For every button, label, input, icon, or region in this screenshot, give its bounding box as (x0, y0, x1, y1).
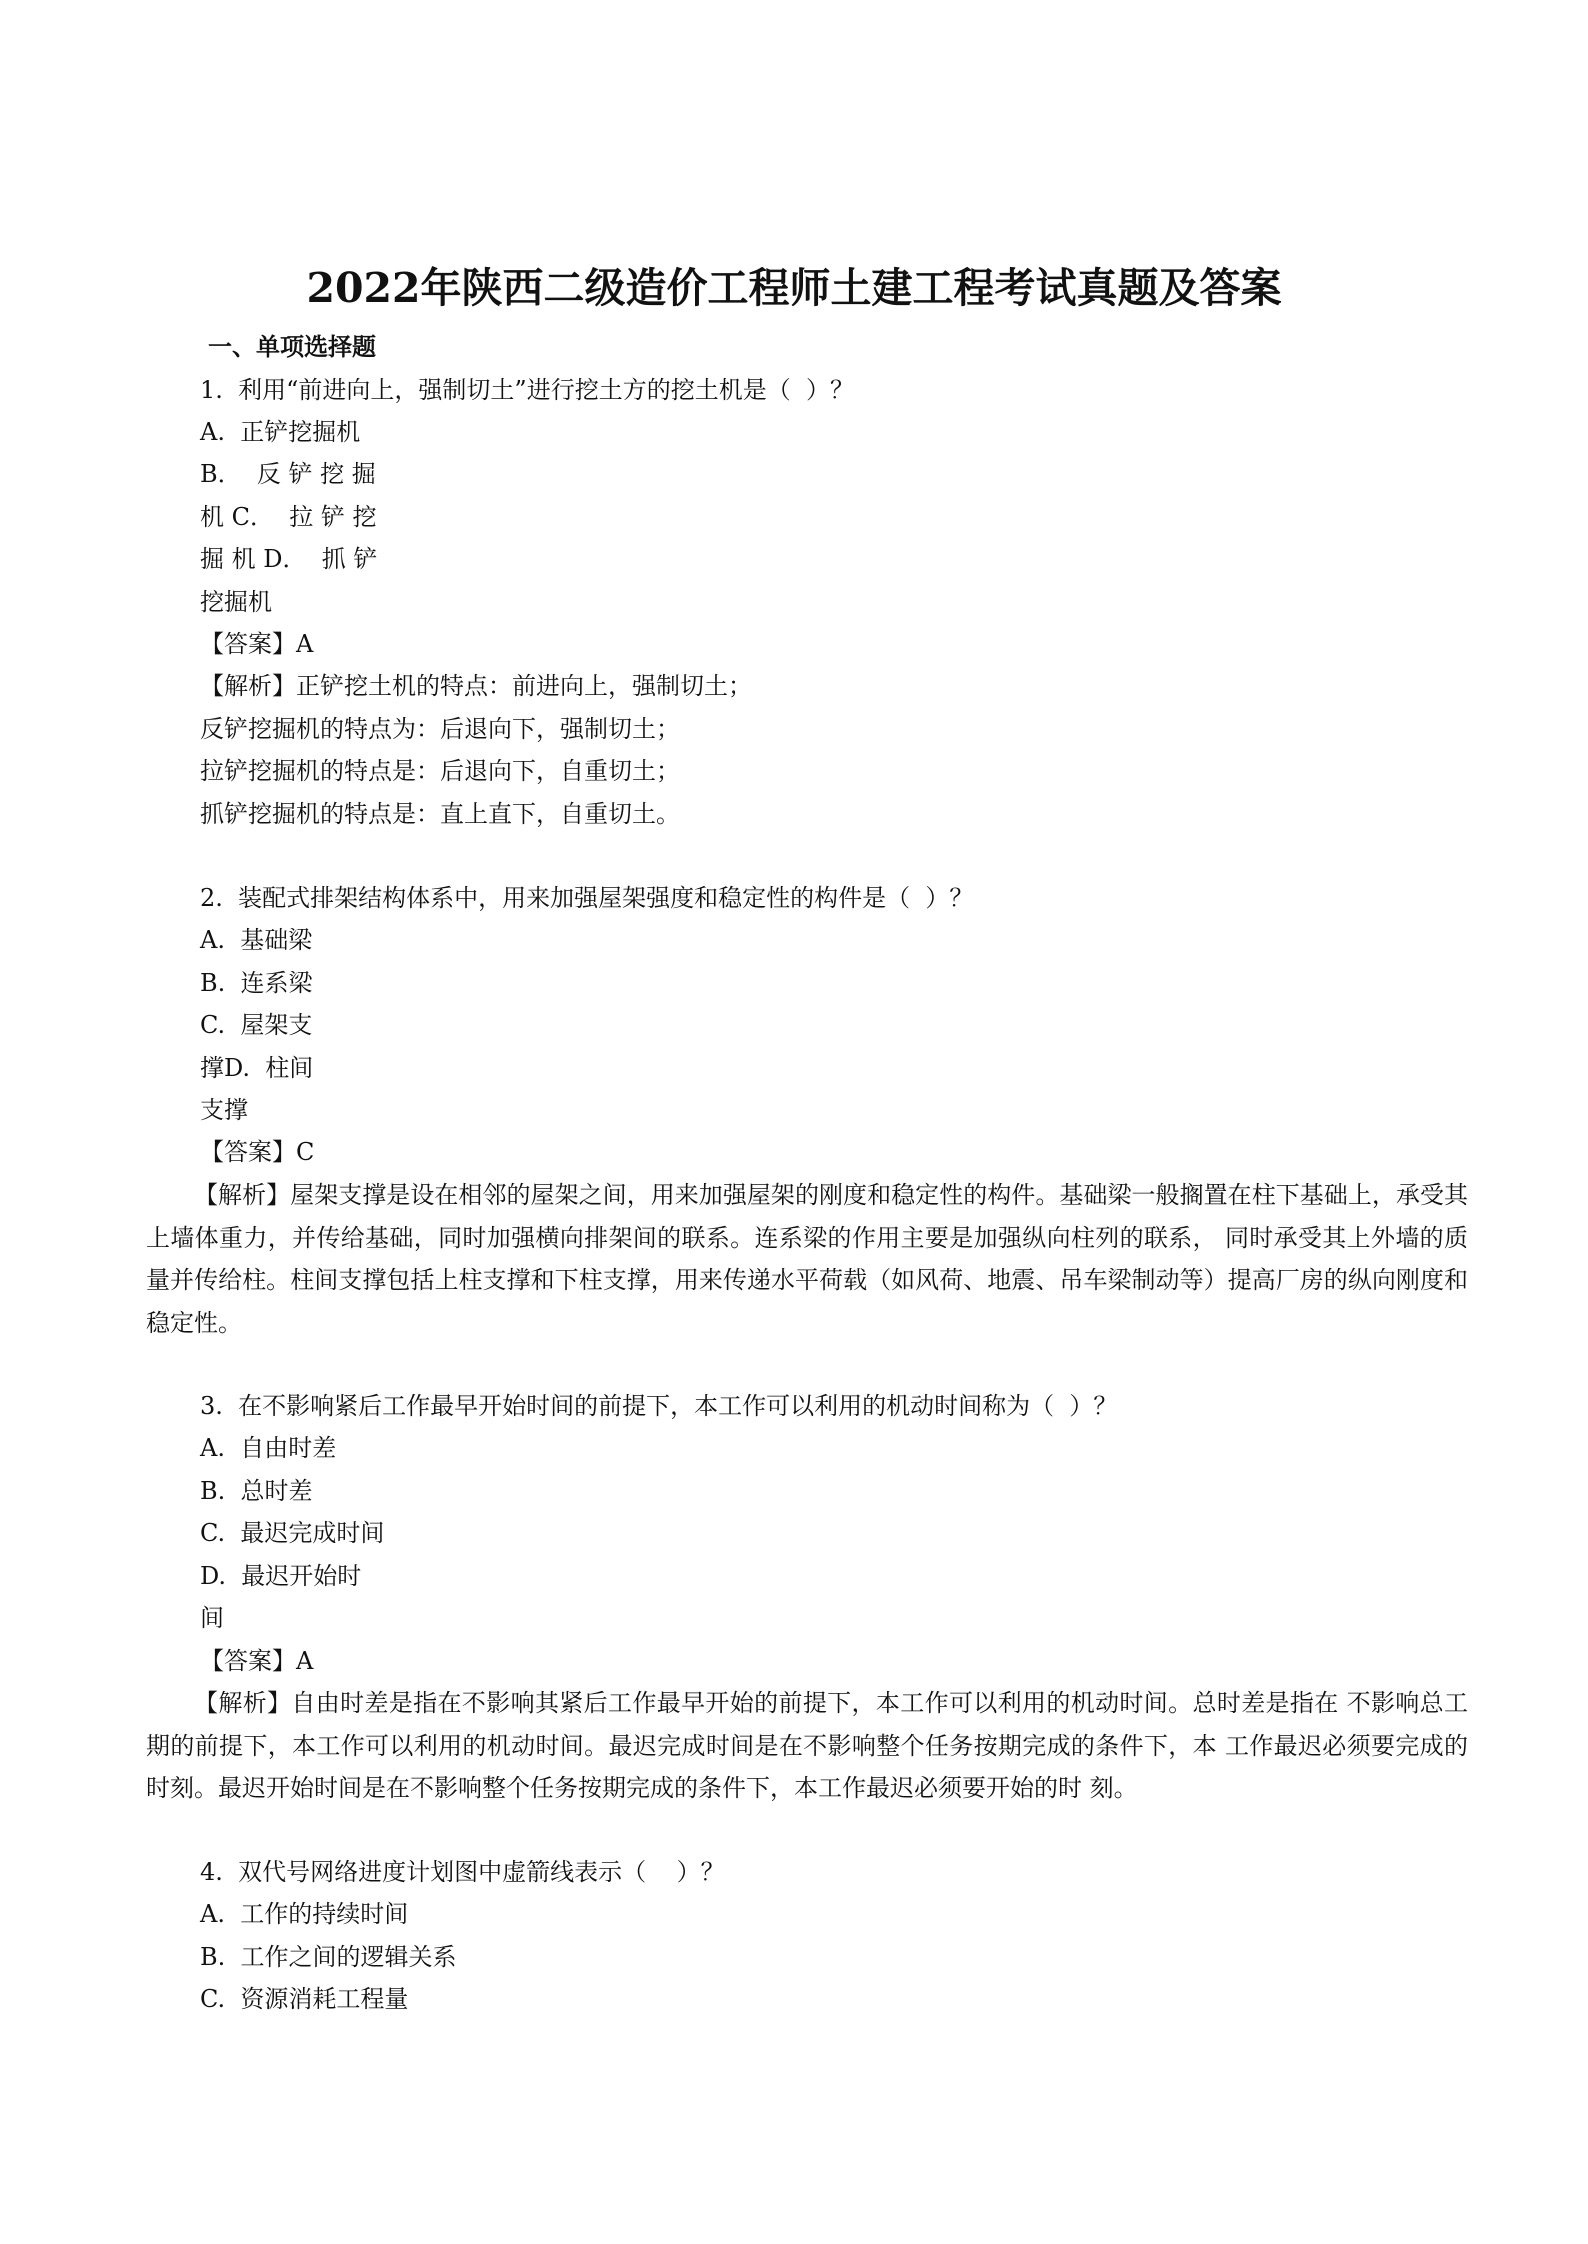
q4-option-b: B. 工作之间的逻辑关系 (200, 1943, 457, 1971)
q1-option-d: 掘 机 D． 抓 铲 (200, 545, 378, 573)
q1-analysis-line2: 反铲挖掘机的特点为：后退向下，强制切土； (200, 715, 680, 743)
q2-analysis: 【解析】屋架支撑是设在相邻的屋架之间，用来加强屋架的刚度和稳定性的构件。基础梁一般搁置在柱下基础上，承受其上墙体重力，并传给基础，同时加强横向排架间的联系。连系梁的作用主要是加强纵向柱列的联系， 同时承受其上外墙的质量并传给柱。柱间支撑包括上柱支撑和下柱支撑，用来传递水平荷载（如风荷、地震、吊车梁制动等）提高厂房的纵向刚度和稳定性。 (146, 1181, 1468, 1337)
q3-option-b: B. 总时差 (200, 1477, 313, 1505)
q2-option-c: C. 屋架支 (200, 1011, 313, 1039)
page-title: 2022年陕西二级造价工程师土建工程考试真题及答案 (306, 264, 1282, 312)
q1-answer: 【答案】A (200, 630, 314, 658)
q3-option-d-cont: 间 (200, 1604, 224, 1632)
q3-stem: 3. 在不影响紧后工作最早开始时间的前提下，本工作可以利用的机动时间称为（ ）？ (200, 1392, 1118, 1420)
q3-option-d: D. 最迟开始时 (200, 1562, 362, 1590)
q4-option-c: C. 资源消耗工程量 (200, 1985, 409, 2013)
q2-stem: 2. 装配式排架结构体系中，用来加强屋架强度和稳定性的构件是（ ）？ (200, 884, 974, 912)
q2-answer: 【答案】C (200, 1138, 315, 1166)
q3-option-c: C. 最迟完成时间 (200, 1519, 385, 1547)
q3-answer: 【答案】A (200, 1647, 314, 1675)
q1-option-c: 机 C． 拉 铲 挖 (200, 503, 377, 531)
q4-stem: 4. 双代号网络进度计划图中虚箭线表示（ ）？ (200, 1858, 725, 1886)
q2-option-d-cont: 支撑 (200, 1096, 248, 1124)
q1-analysis-line1: 【解析】正铲挖土机的特点：前进向上，强制切土； (200, 672, 752, 700)
q1-option-b: B． 反 铲 挖 掘 (200, 460, 376, 488)
q1-option-d-cont: 挖掘机 (200, 588, 272, 616)
q2-option-d: 撑D. 柱间 (200, 1054, 314, 1082)
section-heading: 一、单项选择题 (208, 332, 376, 361)
q1-analysis-line4: 抓铲挖掘机的特点是：直上直下，自重切土。 (200, 800, 680, 828)
q1-analysis-line3: 拉铲挖掘机的特点是：后退向下，自重切土； (200, 757, 680, 785)
q1-option-a: A. 正铲挖掘机 (200, 418, 361, 446)
q2-option-a: A. 基础梁 (200, 926, 313, 954)
q2-option-b: B. 连系梁 (200, 969, 313, 997)
q3-option-a: A. 自由时差 (200, 1434, 337, 1462)
q3-analysis: 【解析】自由时差是指在不影响其紧后工作最早开始的前提下，本工作可以利用的机动时间。总时差是指在 不影响总工期的前提下，本工作可以利用的机动时间。最迟完成时间是在不影响整个任务按期完成的条件下，本 工作最迟必须要完成的时刻。最迟开始时间是在不影响整个任务按期完成的条件下，本工作最迟必须要开始的时 刻。 (146, 1689, 1468, 1802)
q4-option-a: A. 工作的持续时间 (200, 1900, 409, 1928)
q1-stem: 1. 利用“前进向上，强制切土”进行挖土方的挖土机是（ ）？ (200, 376, 854, 404)
